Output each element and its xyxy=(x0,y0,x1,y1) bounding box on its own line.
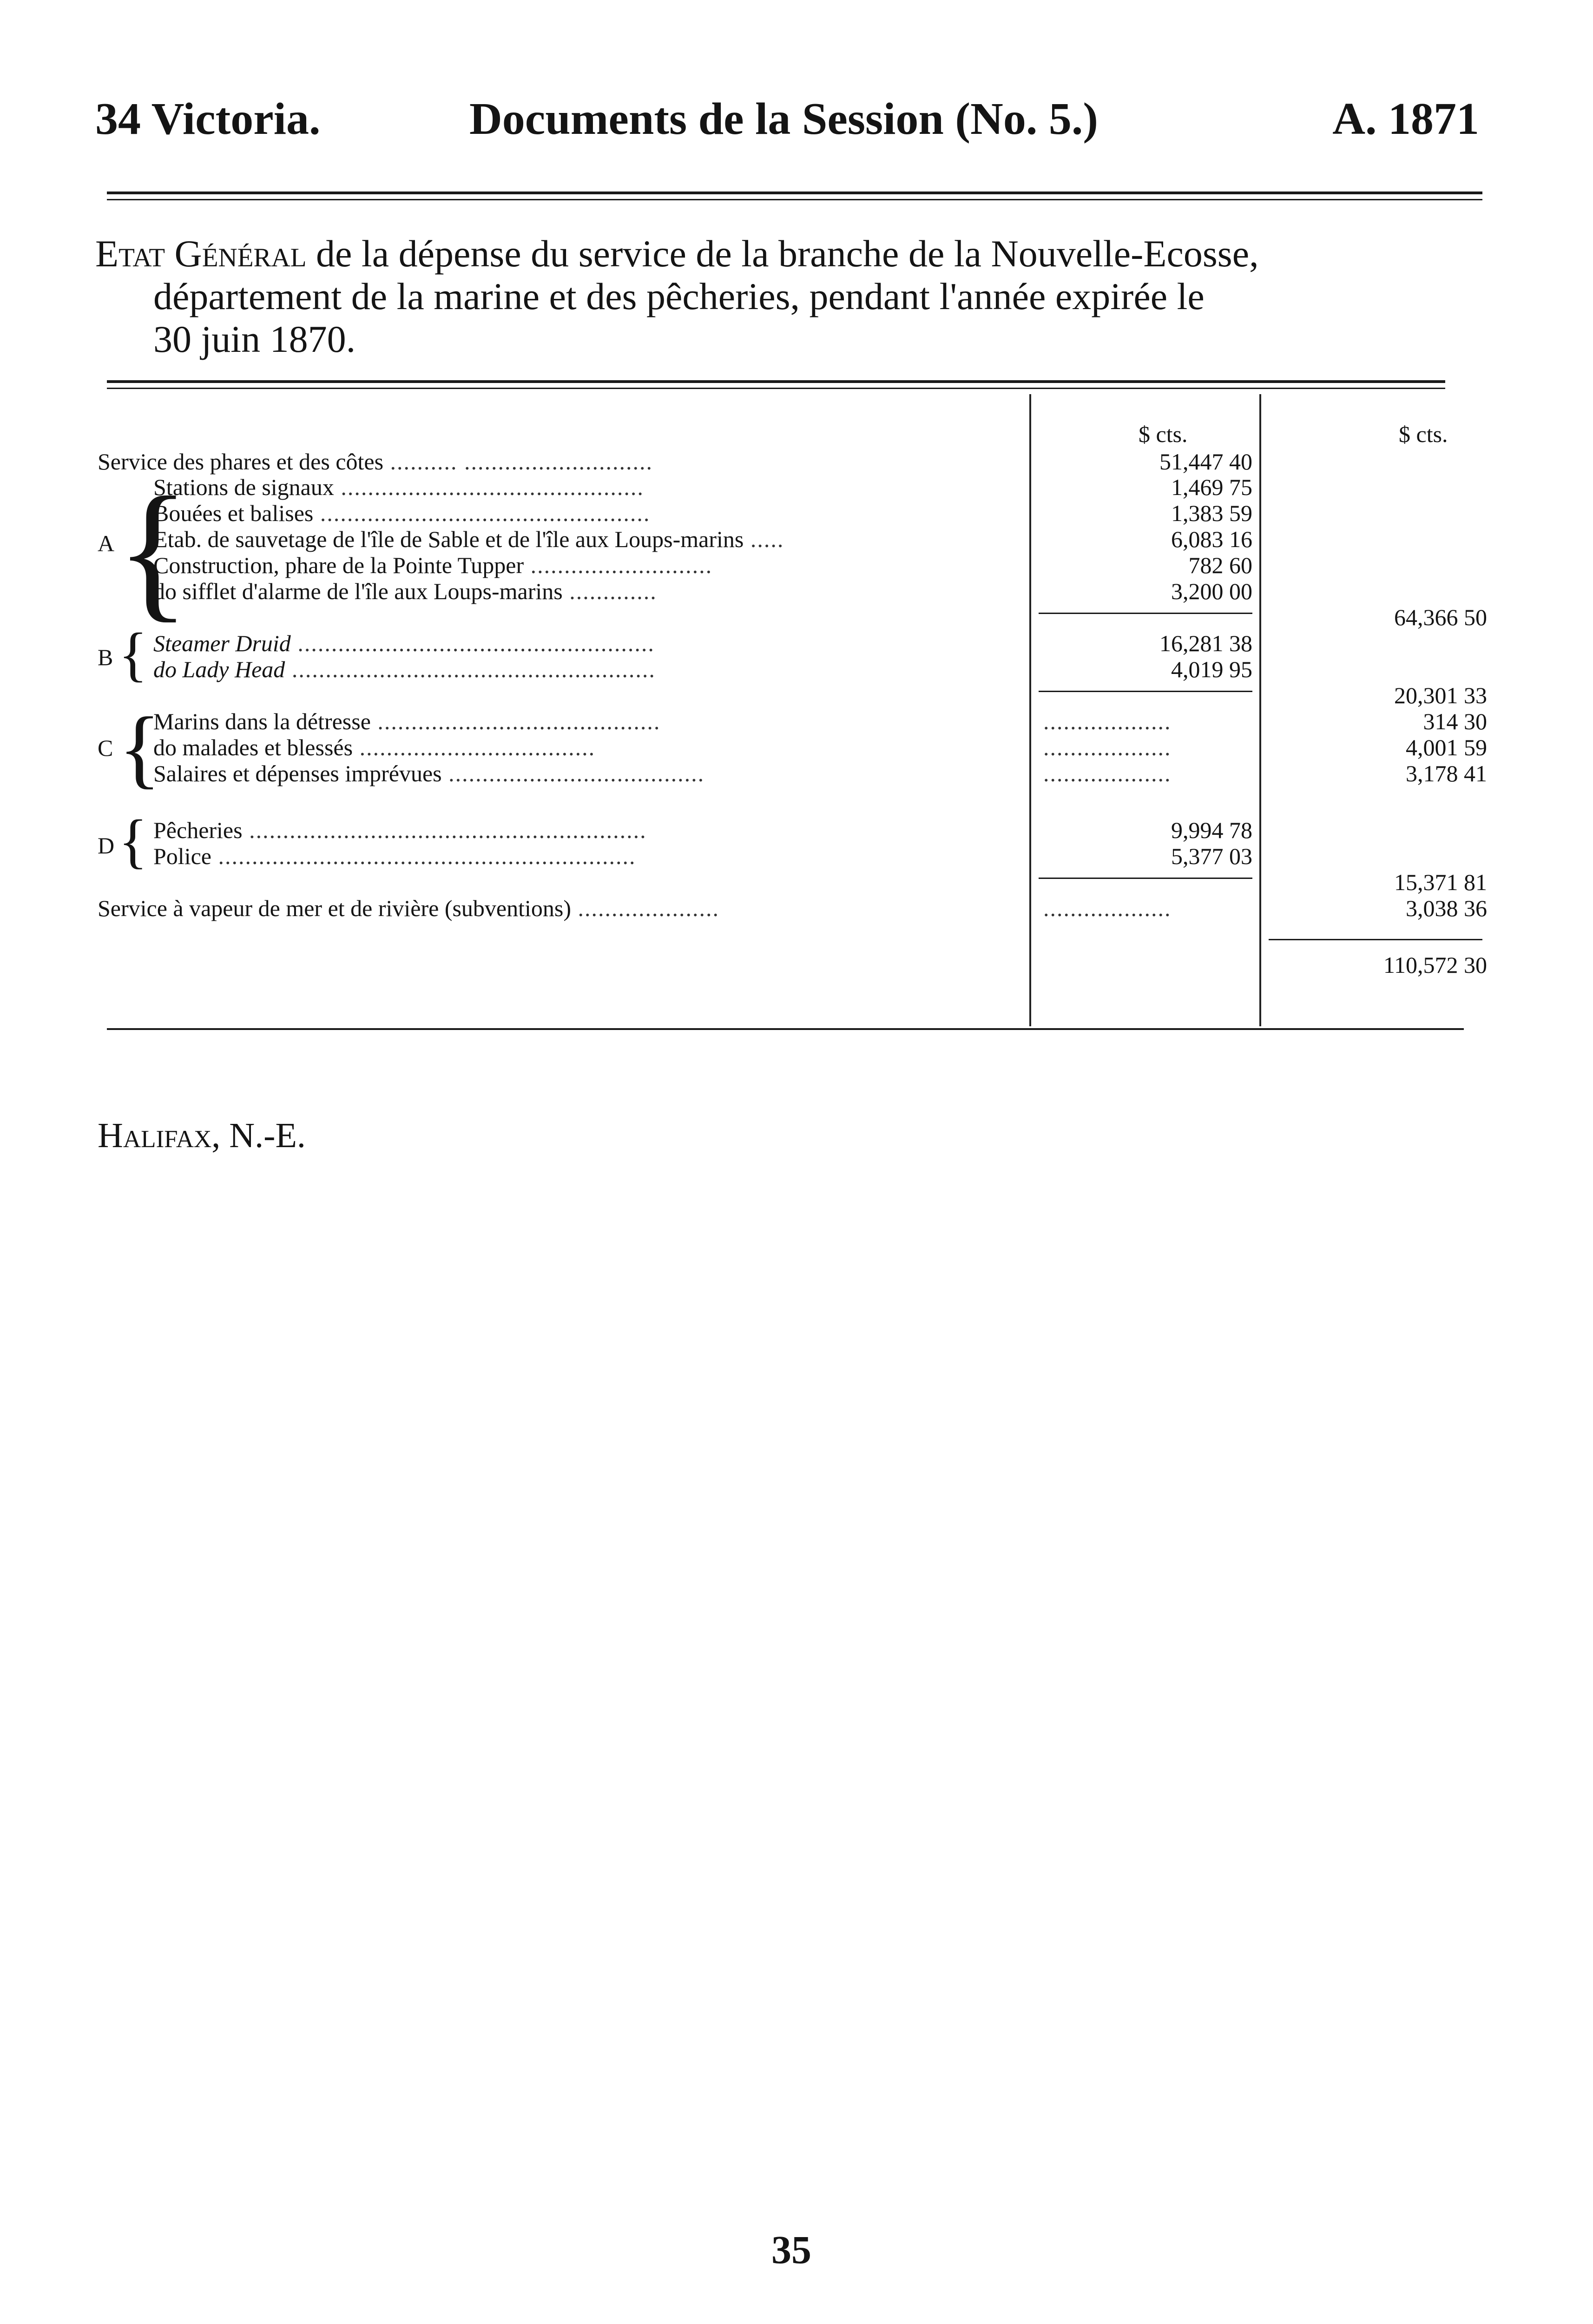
title-line-1-text: de la dépense du service de la branche de la Nouvelle-Ecosse, xyxy=(316,232,1259,275)
title-line-2: département de la marine et des pêcheries, pendant l'année expirée le xyxy=(153,275,1205,317)
row-label: Pêcheries xyxy=(153,817,243,843)
col1-dot-leader xyxy=(1043,734,1172,760)
table-row xyxy=(153,578,657,604)
table-row xyxy=(153,630,655,656)
table-bottom-rule xyxy=(107,1028,1464,1030)
table-row xyxy=(153,760,704,786)
dot-leader: ................... xyxy=(1043,734,1172,760)
title-rule-thin xyxy=(107,388,1445,389)
table-row xyxy=(153,500,650,526)
title-line-1 xyxy=(95,232,1485,275)
row-amount-col2: 64,366 50 xyxy=(1394,604,1487,630)
col1-dot-leader xyxy=(1043,760,1172,786)
statement-title xyxy=(95,232,1485,361)
dot-leader: ................................... xyxy=(353,734,596,760)
col1-currency-header: $ cts. xyxy=(1139,421,1188,447)
row-label: do malades et blessés xyxy=(153,734,353,760)
col1-dot-leader xyxy=(1043,895,1172,921)
row-label: Etab. de sauvetage de l'île de Sable et de l'île aux Loups-marins xyxy=(153,526,744,552)
table-row xyxy=(98,895,719,921)
row-amount-col2: 4,001 59 xyxy=(1406,734,1487,760)
group-letter-d: D xyxy=(98,832,115,858)
table-row xyxy=(153,552,712,578)
table-row xyxy=(153,526,784,552)
dot-leader: ..................... xyxy=(571,895,720,921)
row-label: Service des phares et des côtes xyxy=(98,449,384,475)
row-label: Marins dans la détresse xyxy=(153,708,371,734)
row-amount-col1: 51,447 40 xyxy=(1159,449,1252,475)
dot-leader: ............. xyxy=(562,578,657,604)
header-documents: Documents de la Session (No. 5.) xyxy=(469,94,1098,144)
dot-leader: ..... xyxy=(744,526,784,552)
place-signature: Halifax, N.-E. xyxy=(98,1116,306,1155)
group-brace-c: { xyxy=(118,700,161,797)
row-label: Bouées et balises xyxy=(153,500,314,526)
title-rule-thick xyxy=(107,380,1445,383)
row-amount-col1: 5,377 03 xyxy=(1171,843,1252,869)
row-amount-col1: 4,019 95 xyxy=(1171,656,1252,682)
dot-leader: .......................................... xyxy=(370,708,661,734)
row-label: Salaires et dépenses imprévues xyxy=(153,760,442,786)
row-amount-col2: 314 30 xyxy=(1423,708,1487,734)
row-amount-col1: 3,200 00 xyxy=(1171,578,1252,604)
title-line-3: 30 juin 1870. xyxy=(153,318,356,360)
table-row xyxy=(153,656,656,682)
group-letter-a: A xyxy=(98,530,115,556)
header-rule-thick xyxy=(107,191,1482,194)
group-letter-c: C xyxy=(98,735,113,761)
table-row xyxy=(153,817,647,843)
row-label: Steamer Druid xyxy=(153,630,291,656)
subtotal-rule xyxy=(1039,613,1252,614)
dot-leader: ................... xyxy=(1043,760,1172,786)
table-row xyxy=(153,474,644,500)
dot-leader: ................................................. xyxy=(313,500,651,526)
dot-leader: ..................................................... xyxy=(290,630,655,656)
column-divider-left xyxy=(1029,394,1031,1026)
table-row xyxy=(153,708,660,734)
row-label: do sifflet d'alarme de l'île aux Loups-marins xyxy=(153,578,563,604)
grand-total: 110,572 30 xyxy=(1383,952,1487,978)
page-number: 35 xyxy=(771,2227,811,2272)
row-amount-col2: 20,301 33 xyxy=(1394,682,1487,708)
subtotal-rule xyxy=(1039,691,1252,692)
row-amount-col1: 16,281 38 xyxy=(1159,630,1252,656)
dot-leader: ................... xyxy=(1043,895,1172,921)
group-letter-b: B xyxy=(98,644,113,670)
dot-leader: ...................................... xyxy=(441,760,705,786)
row-amount-col1: 1,383 59 xyxy=(1171,500,1252,526)
table-row xyxy=(153,734,595,760)
dot-leader: ...................................................... xyxy=(285,656,656,682)
dot-leader: ............................................. xyxy=(334,474,644,500)
title-lead: Etat Général xyxy=(95,232,307,275)
subtotal-rule xyxy=(1039,878,1252,879)
row-amount-col1: 1,469 75 xyxy=(1171,474,1252,500)
row-label: Stations de signaux xyxy=(153,474,334,500)
row-label: do Lady Head xyxy=(153,656,285,682)
col1-dot-leader xyxy=(1043,708,1172,734)
col2-currency-header: $ cts. xyxy=(1399,421,1448,447)
dot-leader: ........................................................... xyxy=(242,817,647,843)
dot-leader: ................... xyxy=(1043,708,1172,734)
table-row xyxy=(153,843,636,869)
total-rule xyxy=(1269,939,1482,940)
header-year: A. 1871 xyxy=(1332,94,1479,144)
dot-leader: .......... ............................ xyxy=(383,449,653,475)
row-label: Police xyxy=(153,843,211,869)
row-label: Construction, phare de la Pointe Tupper xyxy=(153,552,524,578)
column-divider-right xyxy=(1259,394,1261,1026)
row-amount-col1: 782 60 xyxy=(1188,552,1252,578)
row-amount-col1: 9,994 78 xyxy=(1171,817,1252,843)
row-amount-col2: 3,038 36 xyxy=(1406,895,1487,921)
row-amount-col1: 6,083 16 xyxy=(1171,526,1252,552)
group-brace-a: { xyxy=(116,466,190,635)
header-session: 34 Victoria. xyxy=(95,94,321,144)
dot-leader: ........................... xyxy=(524,552,713,578)
group-brace-b: { xyxy=(118,621,148,688)
row-label: Service à vapeur de mer et de rivière (subventions) xyxy=(98,895,572,921)
row-amount-col2: 3,178 41 xyxy=(1406,760,1487,786)
row-amount-col2: 15,371 81 xyxy=(1394,869,1487,895)
header-rule-thin xyxy=(107,199,1482,200)
group-brace-d: { xyxy=(118,808,148,875)
dot-leader: .............................................................. xyxy=(211,843,636,869)
